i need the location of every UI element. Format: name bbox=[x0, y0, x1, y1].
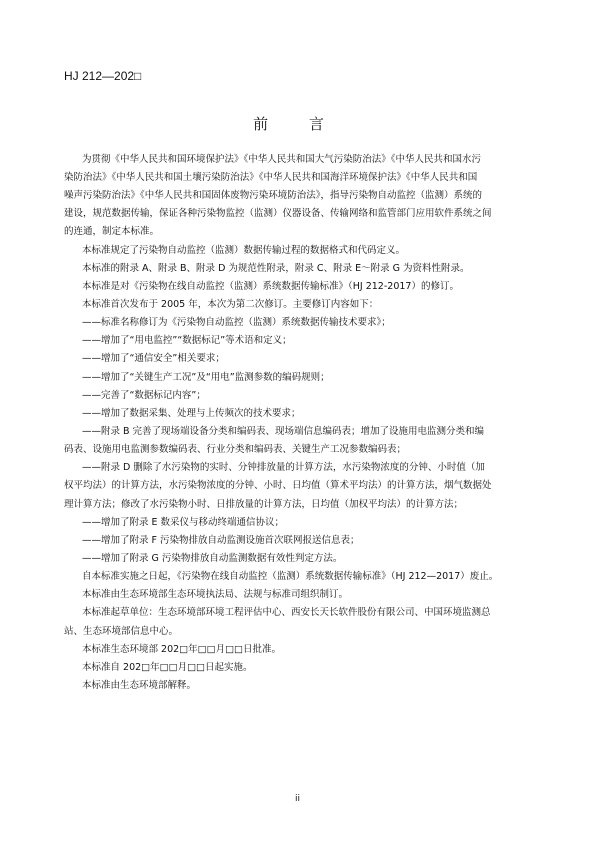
text-line: ——附录 D 删除了水污染物的实时、分钟排放量的计算方法，水污染物浓度的分钟、小时值（加 bbox=[82, 462, 485, 473]
text-line: ——标准名称修订为《污染物自动监控（监测）系统数据传输技术要求》； bbox=[82, 317, 391, 328]
text-line: ——增加了“关键生产工况”及“用电”监测参数的编码规则； bbox=[82, 372, 330, 383]
text-line: 本标准自 202□年□□月□□日起实施。 bbox=[82, 662, 253, 673]
text-line: 染防治法》《中华人民共和国土壤污染防治法》《中华人民共和国海洋环境保护法》《中华人民共和国 bbox=[64, 172, 478, 183]
text-line: ——增加了附录 G 污染物排放自动监测数据有效性判定方法。 bbox=[82, 553, 343, 564]
text-line: ——增加了“通信安全”相关要求； bbox=[82, 353, 225, 364]
text-line: 理计算方法；修改了水污染物小时、日排放量的计算方法，日均值（加权平均法）的计算方法； bbox=[64, 499, 464, 510]
text-line: 噪声污染防治法》《中华人民共和国固体废物污染环境防治法》，指导污染物自动监控（监测）系统的 bbox=[64, 190, 483, 201]
text-line: ——增加了数据采集、处理与上传频次的技术要求； bbox=[82, 408, 301, 419]
text-line: ——完善了“数据标记内容”； bbox=[82, 390, 206, 401]
standard-code: HJ 212—202□ bbox=[64, 69, 142, 83]
text-line: 码表、设施用电监测参数编码表、行业分类和编码表、关键生产工况参数编码表； bbox=[64, 444, 407, 455]
text-line: ——增加了附录 F 污染物排放自动监测设施首次联网报送信息表； bbox=[82, 535, 360, 546]
text-line: 自本标准实施之日起，《污染物在线自动监控（监测）系统数据传输标准》（HJ 212—2017）废止。 bbox=[82, 571, 499, 582]
text-line: 权平均法）的计算方法，水污染物浓度的分钟、小时、日均值（算术平均法）的计算方法，烟气数据处 bbox=[64, 480, 492, 491]
text-line: ——增加了附录 E 数采仪与移动终端通信协议； bbox=[82, 517, 285, 528]
text-line: ——附录 B 完善了现场端设备分类和编码表、现场端信息编码表；增加了设施用电监测分类和编 bbox=[82, 426, 485, 437]
text-line: 本标准规定了污染物自动监控（监测）数据传输过程的数据格式和代码定义。 bbox=[82, 245, 406, 256]
text-line: 站、生态环境部信息中心。 bbox=[64, 626, 179, 637]
text-line: 本标准首次发布于 2005 年，本次为第二次修订。主要修订内容如下： bbox=[82, 299, 379, 310]
text-line: 为贯彻《中华人民共和国环境保护法》《中华人民共和国大气污染防治法》《中华人民共和国水污 bbox=[82, 154, 482, 165]
text-line: 本标准的附录 A、附录 B、附录 D 为规范性附录，附录 C、附录 E～附录 G 为资料性附录。 bbox=[82, 263, 470, 274]
text-line: 本标准生态环境部 202□年□□月□□日批准。 bbox=[82, 644, 282, 655]
text-line: 本标准起草单位：生态环境部环境工程评估中心、西安长天长软件股份有限公司、中国环境监测总 bbox=[82, 607, 491, 618]
text-line: 本标准由生态环境部生态环境执法局、法规与标准司组织制订。 bbox=[82, 589, 349, 600]
text-line: 本标准由生态环境部解释。 bbox=[82, 680, 197, 691]
section-title: 前 言 bbox=[253, 115, 342, 133]
text-line: 本标准是对《污染物在线自动监控（监测）系统数据传输标准》（HJ 212-2017）的修订。 bbox=[82, 281, 459, 292]
page-number: ii bbox=[294, 794, 300, 804]
text-line: ——增加了“用电监控”“数据标记”等术语和定义； bbox=[82, 335, 292, 346]
text-line: 的连通，制定本标准。 bbox=[64, 226, 160, 237]
text-line: 建设，规范数据传输，保证各种污染物监控（监测）仪器设备、传输网络和监管部门应用软件系统之间 bbox=[64, 208, 492, 219]
